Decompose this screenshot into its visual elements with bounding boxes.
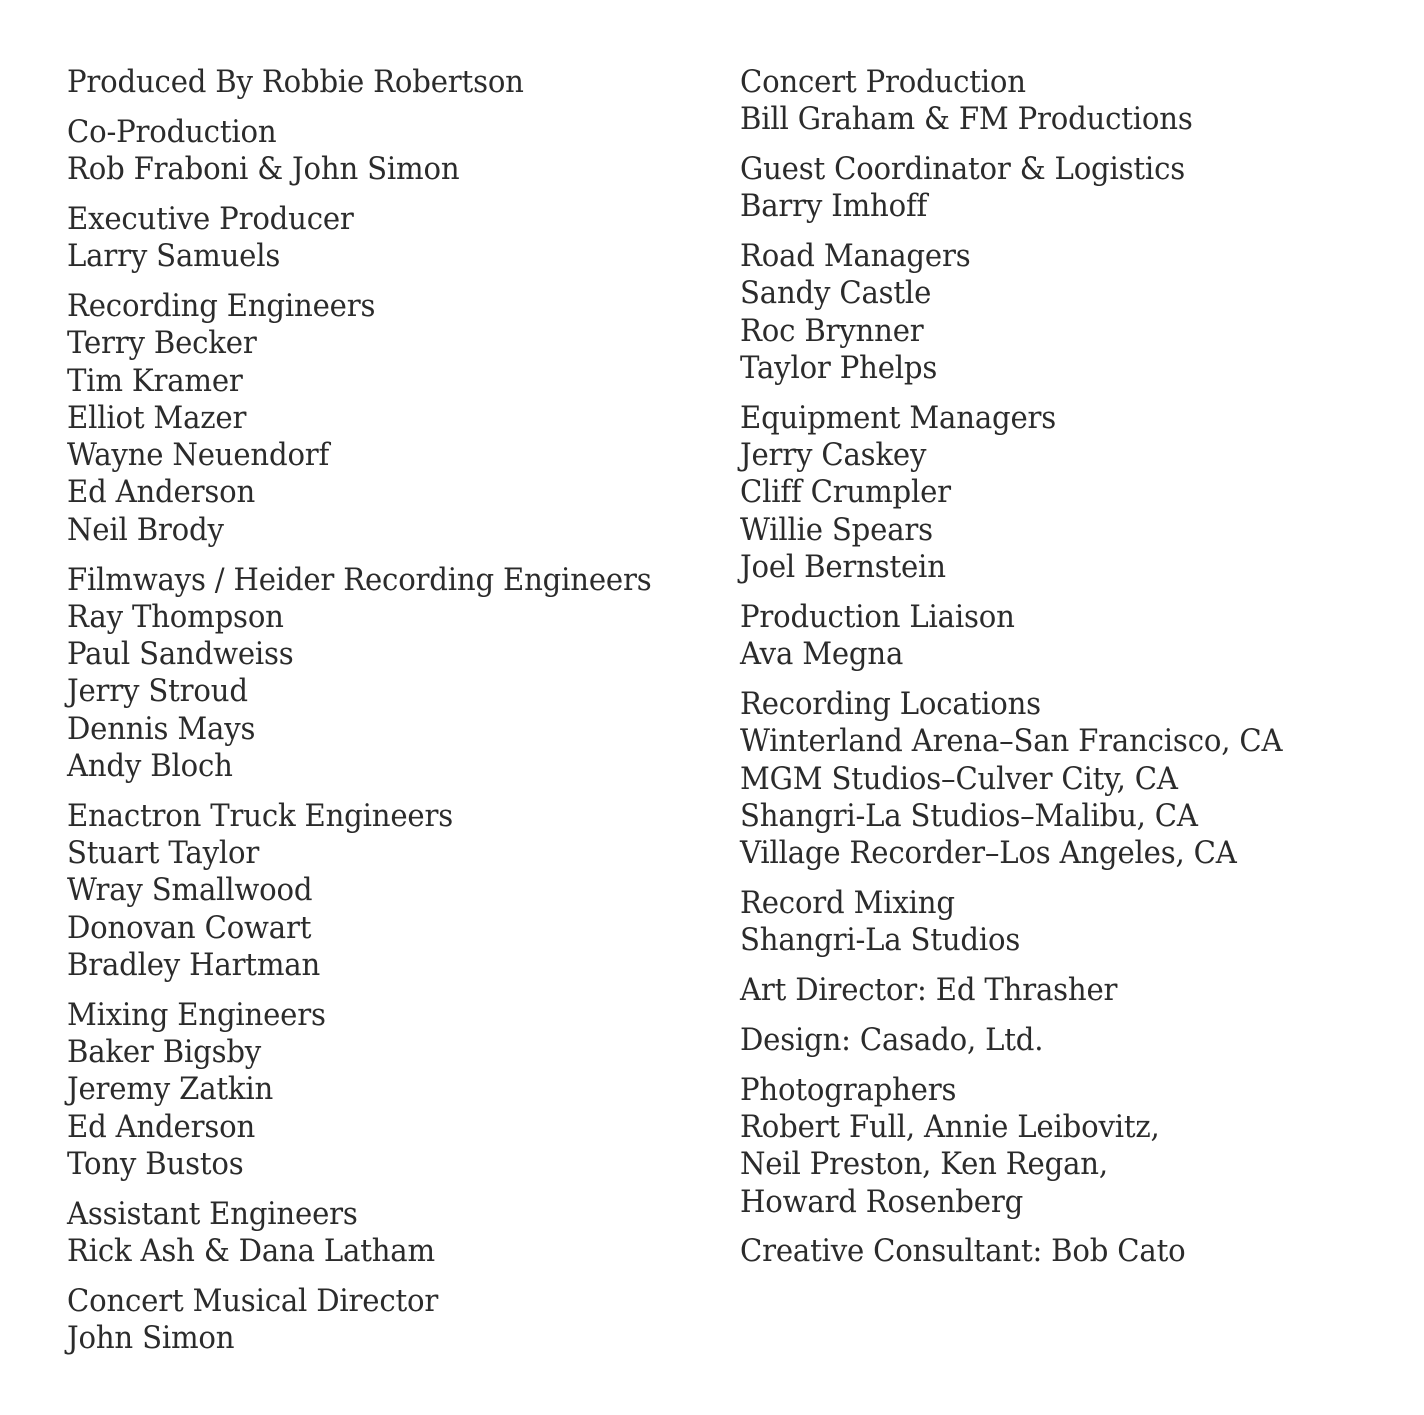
credit-name: Neil Brody <box>67 511 224 548</box>
credit-name: Terry Becker <box>67 325 257 362</box>
credit-name: Ed Anderson <box>67 474 256 511</box>
credit-name: Elliot Mazer <box>67 399 247 436</box>
credit-role: Mixing Engineers <box>67 996 326 1033</box>
credit-role: Design: Casado, Ltd. <box>740 1021 1044 1058</box>
credit-block <box>740 599 1380 674</box>
credit-name: Tony Bustos <box>67 1146 244 1183</box>
credit-role: Executive Producer <box>67 200 354 237</box>
credit-block <box>740 400 1380 586</box>
credit-name: Bill Graham & FM Productions <box>740 101 1193 138</box>
credit-name: Donovan Cowart <box>67 909 312 946</box>
credit-role: Guest Coordinator & Logistics <box>740 151 1185 188</box>
credit-name: Jerry Caskey <box>740 437 927 474</box>
credits-column-right <box>740 64 1380 1283</box>
credit-role: Filmways / Heider Recording Engineers <box>67 561 652 598</box>
credit-name: MGM Studios–Culver City, CA <box>740 760 1178 797</box>
credit-block <box>740 686 1380 872</box>
credit-name: Sandy Castle <box>740 275 932 312</box>
credits-column-left <box>67 64 707 1370</box>
credit-name: Winterland Arena–San Francisco, CA <box>740 723 1283 760</box>
credit-role: Co-Production <box>67 113 277 150</box>
credit-block <box>740 1233 1380 1270</box>
credit-block <box>740 238 1380 387</box>
credit-name: Bradley Hartman <box>67 947 321 984</box>
credit-block <box>67 1283 707 1358</box>
credit-name: Taylor Phelps <box>740 350 938 387</box>
credit-block <box>740 151 1380 226</box>
credit-name: Larry Samuels <box>67 238 281 275</box>
credit-name: Barry Imhoff <box>740 188 928 225</box>
credit-block <box>67 997 707 1183</box>
credit-block <box>740 885 1380 960</box>
credit-name: Tim Kramer <box>67 362 243 399</box>
credit-name: Andy Bloch <box>67 748 233 785</box>
credit-block <box>67 64 707 101</box>
credit-name: Rob Fraboni & John Simon <box>67 151 460 188</box>
credit-role: Photographers <box>740 1071 957 1108</box>
credit-role: Production Liaison <box>740 598 1015 635</box>
credit-block <box>740 64 1380 139</box>
credit-name: Shangri-La Studios–Malibu, CA <box>740 797 1198 834</box>
credit-name: Stuart Taylor <box>67 835 260 872</box>
credit-name: Joel Bernstein <box>740 549 946 586</box>
credit-block <box>740 972 1380 1009</box>
credit-block <box>67 288 707 549</box>
credit-role: Produced By Robbie Robertson <box>67 64 524 100</box>
credit-name: Ray Thompson <box>67 598 284 635</box>
credit-name: Howard Rosenberg <box>740 1183 1024 1220</box>
credit-name: Robert Full, Annie Leibovitz, <box>740 1108 1160 1145</box>
credit-role: Assistant Engineers <box>67 1195 358 1232</box>
credit-role: Concert Musical Director <box>67 1282 439 1319</box>
credit-role: Enactron Truck Engineers <box>67 797 453 834</box>
credit-block <box>67 562 707 786</box>
credit-name: Baker Bigsby <box>67 1034 262 1071</box>
credit-name: Dennis Mays <box>67 710 256 747</box>
credit-name: Neil Preston, Ken Regan, <box>740 1146 1108 1183</box>
credit-name: Shangri-La Studios <box>740 922 1021 959</box>
credit-role: Record Mixing <box>740 884 955 921</box>
credit-block <box>740 1022 1380 1059</box>
credit-name: John Simon <box>67 1320 235 1357</box>
credit-name: Ava Megna <box>740 636 904 673</box>
credit-block <box>67 114 707 189</box>
credit-name: Rick Ash & Dana Latham <box>67 1233 435 1270</box>
credit-name: Cliff Crumpler <box>740 474 951 511</box>
credit-name: Ed Anderson <box>67 1108 256 1145</box>
credit-role: Equipment Managers <box>740 399 1057 436</box>
credit-name: Willie Spears <box>740 511 933 548</box>
credit-role: Concert Production <box>740 64 1026 100</box>
credit-role: Road Managers <box>740 238 971 275</box>
credit-name: Wayne Neuendorf <box>67 437 330 474</box>
credit-name: Jerry Stroud <box>67 673 248 710</box>
credit-block <box>67 201 707 276</box>
credit-name: Roc Brynner <box>740 312 924 349</box>
credit-name: Village Recorder–Los Angeles, CA <box>740 835 1237 872</box>
credit-role: Recording Engineers <box>67 287 376 324</box>
credit-name: Wray Smallwood <box>67 872 313 909</box>
credit-block <box>67 1196 707 1271</box>
credit-role: Art Director: Ed Thrasher <box>740 972 1118 1009</box>
credit-name: Jeremy Zatkin <box>67 1071 274 1108</box>
credit-role: Recording Locations <box>740 685 1041 722</box>
credit-block <box>67 798 707 984</box>
credit-role: Creative Consultant: Bob Cato <box>740 1233 1186 1270</box>
credit-block <box>740 1072 1380 1221</box>
credit-name: Paul Sandweiss <box>67 636 294 673</box>
